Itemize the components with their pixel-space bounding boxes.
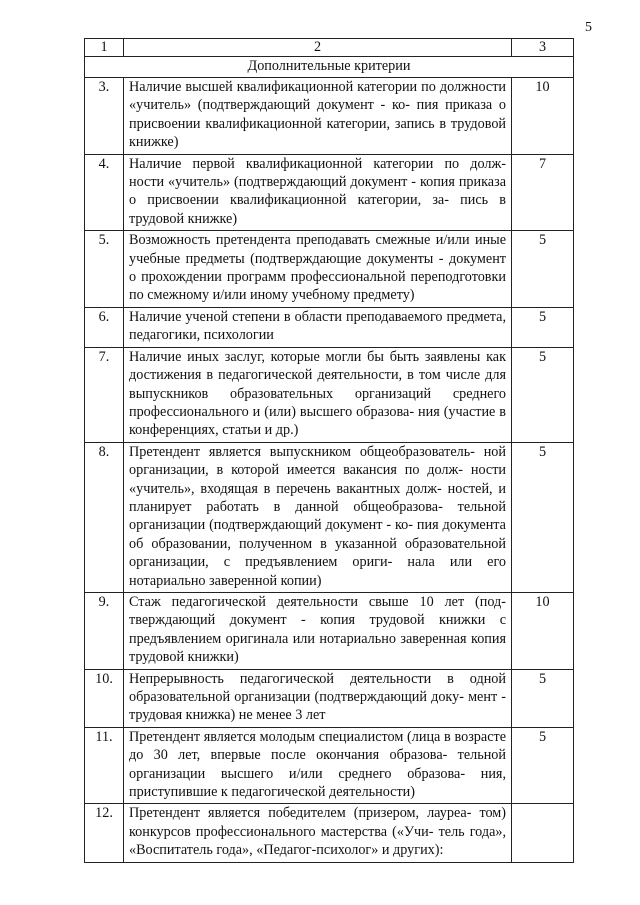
table-row xyxy=(85,727,574,804)
criterion-score: 5 xyxy=(512,347,574,442)
criterion-line: Наличие ученой степени в области преподаваемого xyxy=(129,308,443,325)
criterion-description xyxy=(124,347,512,442)
criterion-score: 5 xyxy=(512,231,574,308)
criterion-line: Претендент является выпускником общеобразователь- xyxy=(129,443,475,460)
criterion-line: Стаж педагогической деятельности свыше 10 лет (под- xyxy=(129,593,506,610)
criterion-score: 7 xyxy=(512,154,574,231)
criteria-table xyxy=(84,38,574,863)
criterion-number: 12. xyxy=(85,804,124,862)
criterion-line: документ о прохождении программ профессиональной xyxy=(129,250,506,286)
criterion-description xyxy=(124,78,512,155)
criterion-line: переподготовки по смежному и/или иному учебному xyxy=(129,269,506,304)
criterion-line: предмету) xyxy=(353,287,415,304)
criterion-score: 10 xyxy=(512,592,574,669)
criterion-line: мент - трудовая книжка) не менее 3 лет xyxy=(129,689,507,724)
section-title-row xyxy=(85,57,574,78)
criterion-description xyxy=(124,592,512,669)
criterion-line: Непрерывность педагогической деятельности в одной xyxy=(129,670,506,687)
criterion-line: предмета, педагогики, психологии xyxy=(129,308,506,344)
table-header-row xyxy=(85,39,574,57)
criterion-description xyxy=(124,307,512,347)
table-row xyxy=(85,347,574,442)
criterion-number: 9. xyxy=(85,592,124,669)
criterion-line: Наличие иных заслуг, которые могли бы быть заявлены xyxy=(129,348,481,365)
criterion-score: 5 xyxy=(512,669,574,727)
header-col-2: 2 xyxy=(124,39,512,57)
criterion-description xyxy=(124,154,512,231)
criterion-line: тверждающий документ - копия трудовой книжки с xyxy=(129,612,506,629)
table-row xyxy=(85,442,574,592)
criterion-line: пись в трудовой книжке) xyxy=(129,192,507,227)
criterion-line: других): xyxy=(393,842,444,859)
criterion-line: иные учебные предметы (подтверждающие документы - xyxy=(129,232,507,267)
criterion-line: предъявлением оригинала или нотариально заверенная xyxy=(129,630,467,647)
criterion-score: 5 xyxy=(512,307,574,347)
table-row xyxy=(85,307,574,347)
criterion-description xyxy=(124,231,512,308)
criterion-number: 5. xyxy=(85,231,124,308)
criterion-line: образовательной организации (подтверждающий доку- xyxy=(129,689,464,705)
criterion-line: пия документа об образовании, полученном в указанной xyxy=(129,517,506,552)
criterion-line: Претендент является молодым специалистом (лица в xyxy=(129,728,451,745)
criterion-line: тельной организации высшего и/или среднего образова- xyxy=(129,747,506,782)
criterion-line: тельной организации (подтверждающий документ - ко- xyxy=(129,498,506,534)
criterion-description xyxy=(124,727,512,804)
header-col-3: 3 xyxy=(512,39,574,57)
criterion-line: ния (участие в конференциях, статьи и др.) xyxy=(129,403,506,439)
table-row xyxy=(85,669,574,727)
criterion-line: ности «учитель», входящая в перечень вакантных долж- xyxy=(129,462,506,497)
criterion-line: Возможность претендента преподавать смежные и/или xyxy=(129,232,470,249)
table-row xyxy=(85,592,574,669)
criterion-description xyxy=(124,442,512,592)
criterion-line: нала или его нотариально заверенной копии) xyxy=(129,554,507,589)
criterion-line: ной организации, в которой имеется вакансия по долж- xyxy=(129,443,506,479)
criterion-line: копия трудовой книжки) xyxy=(129,630,507,666)
criterion-description xyxy=(124,669,512,727)
page-number: 5 xyxy=(585,20,592,35)
section-title: Дополнительные критерии xyxy=(85,57,574,78)
criterion-line: запись в трудовой книжке) xyxy=(129,115,507,151)
criterion-line: как достижения в педагогической деятельности, в том xyxy=(129,348,506,384)
criterion-line: должности «учитель» (подтверждающий документ - ко- xyxy=(129,79,507,114)
criterion-line: числе для выпускников образовательных организаций xyxy=(129,367,506,402)
criterion-line: тель года», «Воспитатель года», «Педагог-психолог» и xyxy=(129,823,507,859)
criterion-number: 10. xyxy=(85,669,124,727)
criterion-number: 7. xyxy=(85,347,124,442)
criterion-line: ности «учитель» (подтверждающий документ - копия xyxy=(129,174,455,191)
criterion-number: 4. xyxy=(85,154,124,231)
criterion-line: образовательной организации, с предъявлением ориги- xyxy=(129,535,506,571)
table-row xyxy=(85,78,574,155)
criterion-description xyxy=(124,804,512,862)
criterion-line: Претендент является победителем (призером, лауреа- xyxy=(129,805,472,822)
criterion-number: 3. xyxy=(85,78,124,155)
criterion-line: Наличие высшей квалификационной категории по xyxy=(129,79,436,95)
table-row xyxy=(85,804,574,862)
header-col-1: 1 xyxy=(85,39,124,57)
criterion-number: 11. xyxy=(85,727,124,804)
criterion-line: среднего профессионального и (или) высшего образова- xyxy=(129,385,507,420)
criterion-line: ностей, и планирует работать в данной общеобразова- xyxy=(129,480,506,515)
criterion-line: возрасте до 30 лет, впервые после окончания образова- xyxy=(129,728,506,764)
table-row xyxy=(85,154,574,231)
criterion-line: Наличие первой квалификационной категории по долж- xyxy=(129,155,506,172)
criterion-line: ния, приступившие к педагогической деятельности) xyxy=(129,765,506,801)
criterion-line: пия приказа о присвоении квалификационной категории, xyxy=(129,97,507,132)
criterion-score xyxy=(512,804,574,862)
criterion-line: приказа о присвоении квалификационной категории, за- xyxy=(129,174,506,209)
criterion-score: 10 xyxy=(512,78,574,155)
table-row xyxy=(85,231,574,308)
criterion-number: 6. xyxy=(85,307,124,347)
criterion-score: 5 xyxy=(512,442,574,592)
criterion-line: том) конкурсов профессионального мастерства («Учи- xyxy=(129,805,507,840)
criterion-number: 8. xyxy=(85,442,124,592)
criterion-score: 5 xyxy=(512,727,574,804)
